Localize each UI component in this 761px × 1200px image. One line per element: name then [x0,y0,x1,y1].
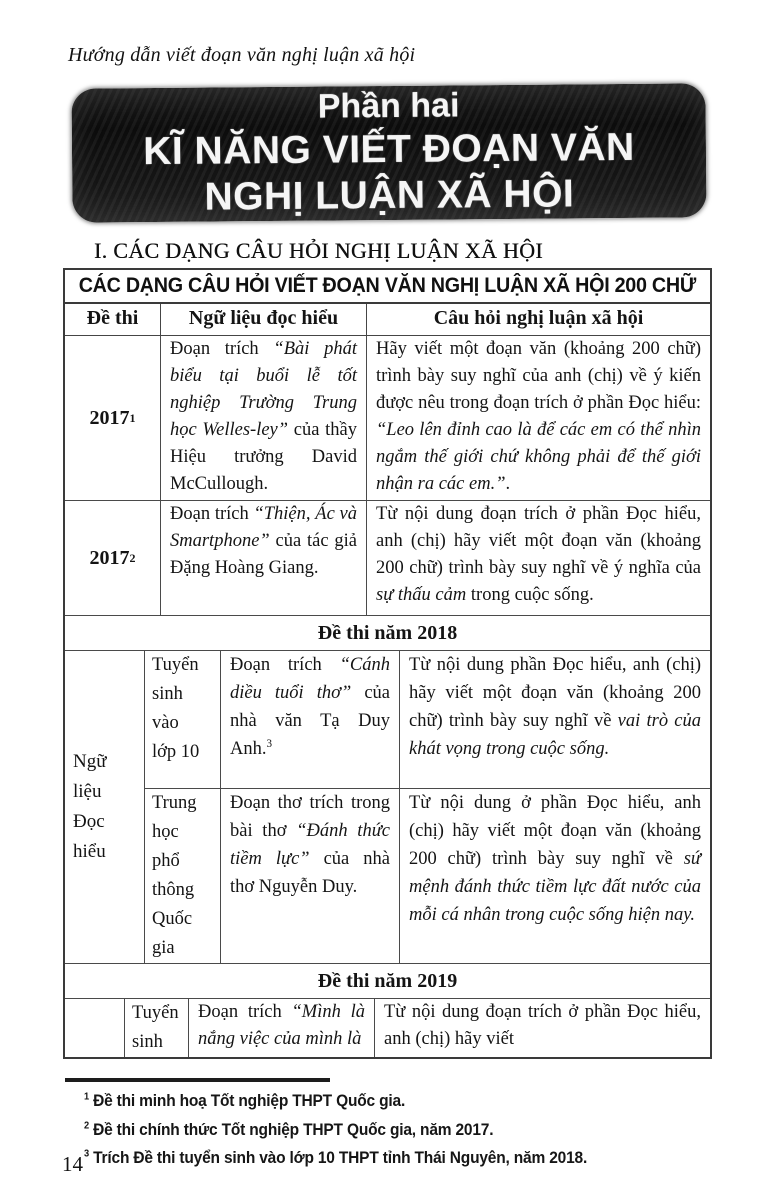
exam-type-cell: Tuyển sinh [124,999,188,1057]
table-row-2019 [65,999,710,1057]
footnote-divider [65,1078,330,1082]
banner-title-line2: NGHỊ LUẬN XÃ HỘI [204,172,575,220]
question-types-table [63,268,712,1059]
col-header-ngu-lieu: Ngữ liệu đọc hiểu [160,304,366,335]
table-group-2018 [65,651,710,964]
section-heading: I. CÁC DẠNG CÂU HỎI NGHỊ LUẬN XÃ HỘI [94,238,543,263]
table-row-2017-1 [65,336,710,501]
part-banner [71,83,706,223]
table-title-row [65,270,710,304]
table-row-2017-2 [65,501,710,616]
col-header-cau-hoi: Câu hỏi nghị luận xã hội [366,304,710,335]
reading-material-cell: Đoạn trích “Cánh diều tuổi thơ” của nhà văn Tạ Duy Anh.$^3$ [220,651,399,789]
essay-question-cell: Từ nội dung đoạn trích ở phần Đọc hiểu, anh (chị) hãy viết một đoạn văn (khoảng 200 chữ) trình bày suy nghĩ về ý nghĩa của sự thấu cảm trong cuộc sống. [366,501,710,615]
page-number: 14 [62,1152,83,1176]
year-band-2019: Đề thi năm 2019 [65,964,710,999]
year-band-2018: Đề thi năm 2018 [65,616,710,651]
exam-type-cell: Tuyển sinh vào lớp 10 [144,651,220,789]
essay-question-cell: Từ nội dung ở phần Đọc hiểu, anh (chị) hãy viết một đoạn văn (khoảng 200 chữ) trình bày suy nghĩ về sứ mệnh đánh thức tiềm lực đất nước của mỗi cá nhân trong cuộc sống hiện nay. [399,789,710,963]
reading-material-cell: Đoạn trích “Bài phát biểu tại buổi lễ tốt nghiệp Trường Trung học Welles-ley” của thầy Hiệu trưởng David McCullough. [160,336,366,500]
group-row-label: Ngữ liệu Đọc hiểu [73,751,107,862]
reading-material-cell: Đoạn thơ trích trong bài thơ “Đánh thức tiềm lực” của nhà thơ Nguyễn Duy. [220,789,399,963]
reading-material-cell: Đoạn trích “Mình là nắng việc của mình là [188,999,374,1057]
banner-title-line1: KĨ NĂNG VIẾT ĐOẠN VĂN [143,125,635,173]
footnote-3: $^3$ Trích Đề thi tuyển sinh vào lớp 10 THPT tỉnh Thái Nguyên, năm 2018. [84,1148,588,1167]
essay-question-cell: Từ nội dung đoạn trích ở phần Đọc hiểu, anh (chị) hãy viết [374,999,710,1057]
reading-material-cell: Đoạn trích “Thiện, Ác và Smartphone” của tác giả Đặng Hoàng Giang. [160,501,366,615]
exam-year-cell: 2017 1 [89,406,136,429]
table-header-row [65,304,710,336]
essay-question-cell: Hãy viết một đoạn văn (khoảng 200 chữ) trình bày suy nghĩ của anh (chị) về ý kiến được nêu trong đoạn trích ở phần Đọc hiểu: “Leo lên đỉnh cao là để các em có thể nhìn ngắm thế giới chứ không phải để thế giới nhận ra các em.”. [366,336,710,500]
table-title: CÁC DẠNG CÂU HỎI VIẾT ĐOẠN VĂN NGHỊ LUẬN XÃ HỘI 200 CHỮ [78,274,697,297]
col-header-de-thi: Đề thi [86,307,139,329]
exam-year-cell: 2017 2 [89,546,136,569]
footnotes [84,1087,587,1173]
running-header: Hướng dẫn viết đoạn văn nghị luận xã hội [68,44,416,66]
banner-part-label: Phần hai [317,86,460,126]
empty-cell [65,999,124,1057]
footnote-1: $^1$ Đề thi minh hoạ Tốt nghiệp THPT Quốc gia. [84,1091,406,1110]
exam-type-cell: Trung học phổ thông Quốc gia [144,789,220,963]
essay-question-cell: Từ nội dung phần Đọc hiểu, anh (chị) hãy viết một đoạn văn (khoảng 200 chữ) trình bày suy nghĩ về vai trò của khát vọng trong cuộc sống. [399,651,710,789]
footnote-2: $^2$ Đề thi chính thức Tốt nghiệp THPT Quốc gia, năm 2017. [84,1120,494,1139]
